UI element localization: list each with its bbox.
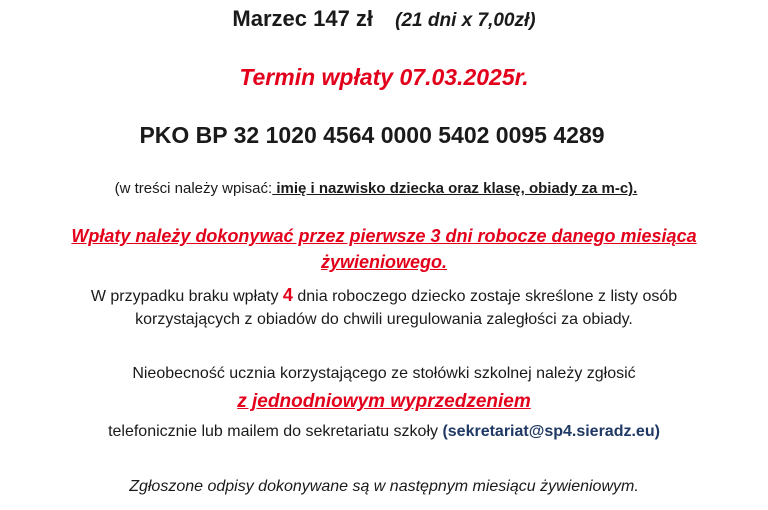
transfer-title-note — [0, 180, 760, 197]
removal-notice-before: W przypadku braku wpłaty — [90, 288, 283, 305]
removal-notice-line1 — [0, 285, 768, 306]
absence-contact-text: telefonicznie lub mailem do sekretariatu szkoły — [108, 423, 443, 440]
month-price — [0, 6, 768, 32]
price-calculation: (21 dni x 7,00zł) — [395, 10, 536, 31]
secretariat-email: (sekretariat@sp4.sieradz.eu) — [442, 423, 660, 440]
payment-window-warning-line1: Wpłaty należy dokonywać przez pierwsze 3 dni robocze danego miesiąca — [71, 226, 697, 246]
footer-note: Zgłoszone odpisy dokonywane są w następnym miesiącu żywieniowym. — [129, 478, 639, 495]
advance-notice-requirement: z jednodniowym wyprzedzeniem — [237, 391, 531, 412]
removal-notice-line2: korzystających z obiadów do chwili uregulowania zaległości za obiady. — [135, 311, 633, 328]
absence-notice: Nieobecność ucznia korzystającego ze stołówki szkolnej należy zgłosić — [132, 365, 636, 382]
bank-account-number: PKO BP 32 1020 4564 0000 5402 0095 4289 — [139, 122, 605, 148]
transfer-title-prefix: (w treści należy wpisać: — [114, 180, 273, 197]
transfer-title-content: imię i nazwisko dziecka oraz klasę, obiady za m-c). — [272, 180, 638, 197]
payment-window-warning-line2: żywieniowego. — [320, 252, 448, 272]
month-price-label: Marzec 147 zł — [232, 6, 374, 31]
absence-contact — [0, 423, 768, 441]
removal-notice-after: dnia roboczego dziecko zostaje skreślone z listy osób — [292, 288, 678, 305]
removal-day-number: 4 — [282, 285, 293, 305]
payment-deadline: Termin wpłaty 07.03.2025r. — [239, 64, 529, 90]
